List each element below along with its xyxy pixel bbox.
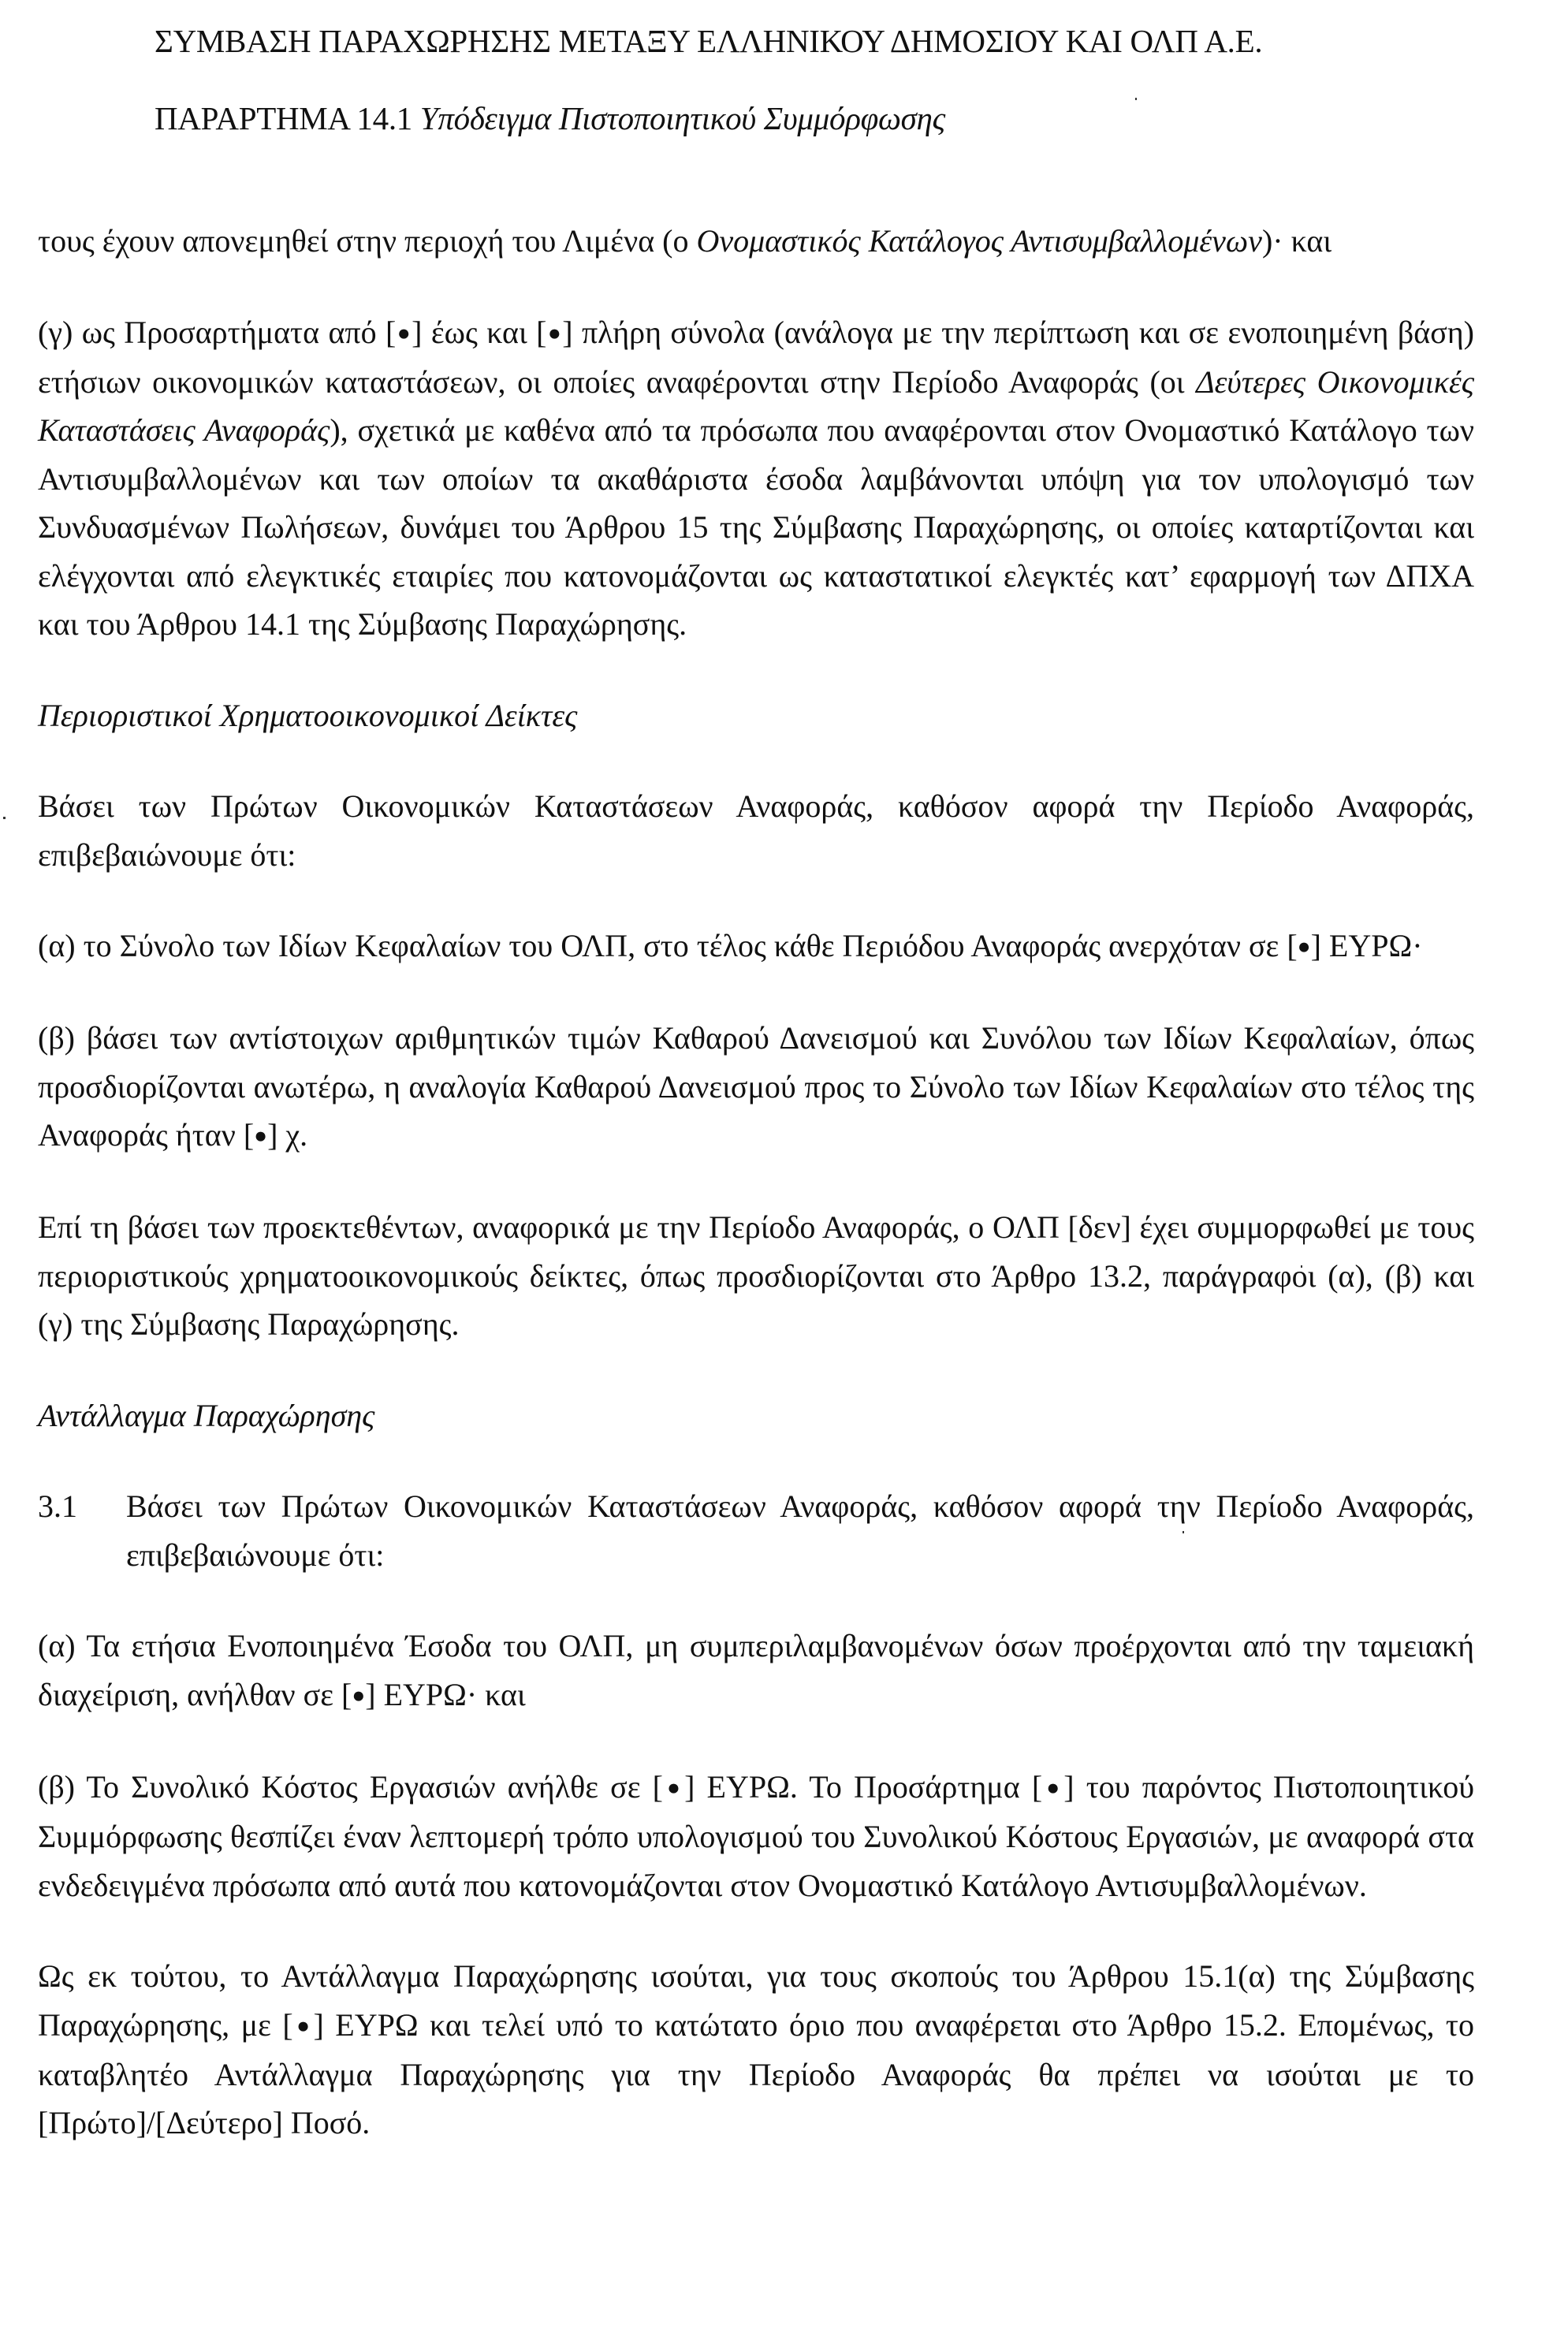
scan-artifact-dot bbox=[3, 817, 6, 819]
placeholder-bullet-icon: ● bbox=[254, 1123, 268, 1149]
document-header bbox=[155, 22, 1262, 137]
section-heading-concession-fee: Αντάλλαγμα Παραχώρησης bbox=[38, 1397, 375, 1433]
paragraph-confirmation-intro: Βάσει των Πρώτων Οικονομικών Καταστάσεων Αναφοράς, καθόσον αφορά την Περίοδο Αναφοράς, επιβεβαιώνουμε ότι: bbox=[38, 788, 1474, 873]
defined-term: Δεύτερες Οικονομικές Καταστάσεις Αναφοράς bbox=[38, 363, 1475, 449]
contract-title: ΣΥΜΒΑΣΗ ΠΑΡΑΧΩΡΗΣΗΣ ΜΕΤΑΞΥ ΕΛΛΗΝΙΚΟΥ ΔΗΜΟΣΙΟΥ ΚΑΙ ΟΛΠ Α.Ε. bbox=[155, 23, 1263, 59]
placeholder-bullet-icon: ● bbox=[1042, 1775, 1064, 1801]
paragraph-compliance-statement: Επί τη βάσει των προεκτεθέντων, αναφορικά με την Περίοδο Αναφοράς, ο ΟΛΠ [δεν] έχει συμμορφωθεί με τους περιοριστικούς χρηματοοικονομικούς δείκτες, όπως προσδιορίζονται στο Άρθρο 13.2, παράγραφοι (α), (β) και (γ) της Σύμβασης Παραχώρησης. bbox=[38, 1209, 1474, 1343]
paragraph-named-list: τους έχουν απονεμηθεί στην περιοχή του Λιμένα (ο Ονομαστικός Κατάλογος Αντισυμβαλλομένων)· και bbox=[38, 223, 1332, 259]
section-heading-restrictive-ratios: Περιοριστικοί Χρηματοοικονομικοί Δείκτες bbox=[38, 697, 578, 733]
numbered-clause-3-1 bbox=[38, 1482, 1474, 1579]
clause-number: 3.1 bbox=[38, 1488, 77, 1525]
paragraph-alpha-revenue: (α) Τα ετήσια Ενοποιημένα Έσοδα του ΟΛΠ, μη συμπεριλαμβανομένων όσων προέρχονται από την ταμειακή διαχείριση, ανήλθαν σε [●] ΕΥΡΩ· και bbox=[38, 1628, 1474, 1712]
scan-artifact-dot bbox=[1135, 98, 1137, 100]
paragraph-alpha-equity: (α) το Σύνολο των Ιδίων Κεφαλαίων του ΟΛΠ, στο τέλος κάθε Περιόδου Αναφοράς ανερχόταν σε [●] ΕΥΡΩ· bbox=[38, 928, 1423, 964]
document-body bbox=[38, 217, 1474, 2190]
placeholder-bullet-icon: ● bbox=[292, 2013, 314, 2039]
placeholder-bullet-icon: ● bbox=[662, 1775, 685, 1801]
annex-title bbox=[155, 99, 1262, 137]
annex-label: ΠΑΡΑΡΤΗΜΑ 14.1 bbox=[155, 100, 412, 136]
annex-subtitle: Υπόδειγμα Πιστοποιητικού Συμμόρφωσης bbox=[419, 100, 945, 136]
placeholder-bullet-icon: ● bbox=[546, 321, 563, 346]
paragraph-beta-debt-ratio: (β) βάσει των αντίστοιχων αριθμητικών τιμών Καθαρού Δανεισμού και Συνόλου των Ιδίων Κεφαλαίων, όπως προσδιορίζονται ανωτέρω, η αναλογία Καθαρού Δανεισμού προς το Σύνολο των Ιδίων Κεφαλαίων στο τέλος της Αναφοράς ήταν [●] χ. bbox=[38, 1020, 1474, 1153]
paragraph-gamma-appendices: (γ) ως Προσαρτήματα από [●] έως και [●] πλήρη σύνολα (ανάλογα με την περίπτωση και σε ενοποιημένη βάση) ετήσιων οικονομικών καταστάσεων, οι οποίες αναφέρονται στην Περίοδο Αναφοράς (οι Δεύτερες Οικονομικές Καταστάσεις Αναφοράς), σχετικά με καθένα από τα πρόσωπα που αναφέρονται στον Ονομαστικό Κατάλογο των Αντισυμβαλλομένων και των οποίων τα ακαθάριστα έσοδα λαμβάνονται υπόψη για τον υπολογισμό των Συνδυασμένων Πωλήσεων, δυνάμει του Άρθρου 15 της Σύμβασης Παραχώρησης, οι οποίες καταρτίζονται και ελέγχονται από ελεγκτικές εταιρίες που κατονομάζονται ως καταστατικοί ελεγκτές κατ’ εφαρμογή των ΔΠΧΑ και του Άρθρου 14.1 της Σύμβασης Παραχώρησης. bbox=[38, 314, 1475, 643]
placeholder-bullet-icon: ● bbox=[352, 1683, 366, 1708]
paragraph-concession-fee-conclusion: Ως εκ τούτου, το Αντάλλαγμα Παραχώρησης ισούται, για τους σκοπούς του Άρθρου 15.1(α) της Σύμβασης Παραχώρησης, με [●] ΕΥΡΩ και τελεί υπό το κατώτατο όριο που αναφέρεται στο Άρθρο 15.2. Επομένως, το καταβλητέο Αντάλλαγμα Παραχώρησης για την Περίοδο Αναφοράς θα πρέπει να ισούται με το [Πρώτο]/[Δεύτερο] Ποσό. bbox=[38, 1958, 1474, 2141]
clause-text: Βάσει των Πρώτων Οικονομικών Καταστάσεων Αναφοράς, καθόσον αφορά την Περίοδο Αναφοράς, επιβεβαιώνουμε ότι: bbox=[126, 1488, 1474, 1573]
placeholder-bullet-icon: ● bbox=[396, 321, 412, 346]
paragraph-beta-labour-cost: (β) Το Συνολικό Κόστος Εργασιών ανήλθε σε [●] ΕΥΡΩ. Το Προσάρτημα [●] του παρόντος Πιστοποιητικού Συμμόρφωσης θεσπίζει έναν λεπτομερή τρόπο υπολογισμού του Συνολικού Κόστους Εργασιών, με αναφορά στα ενδεδειγμένα πρόσωπα από αυτά που κατονομάζονται στον Ονομαστικό Κατάλογο Αντισυμβαλλομένων. bbox=[38, 1769, 1475, 1903]
placeholder-bullet-icon: ● bbox=[1297, 934, 1311, 959]
defined-term: Ονομαστικός Κατάλογος Αντισυμβαλλομένων bbox=[696, 223, 1262, 259]
